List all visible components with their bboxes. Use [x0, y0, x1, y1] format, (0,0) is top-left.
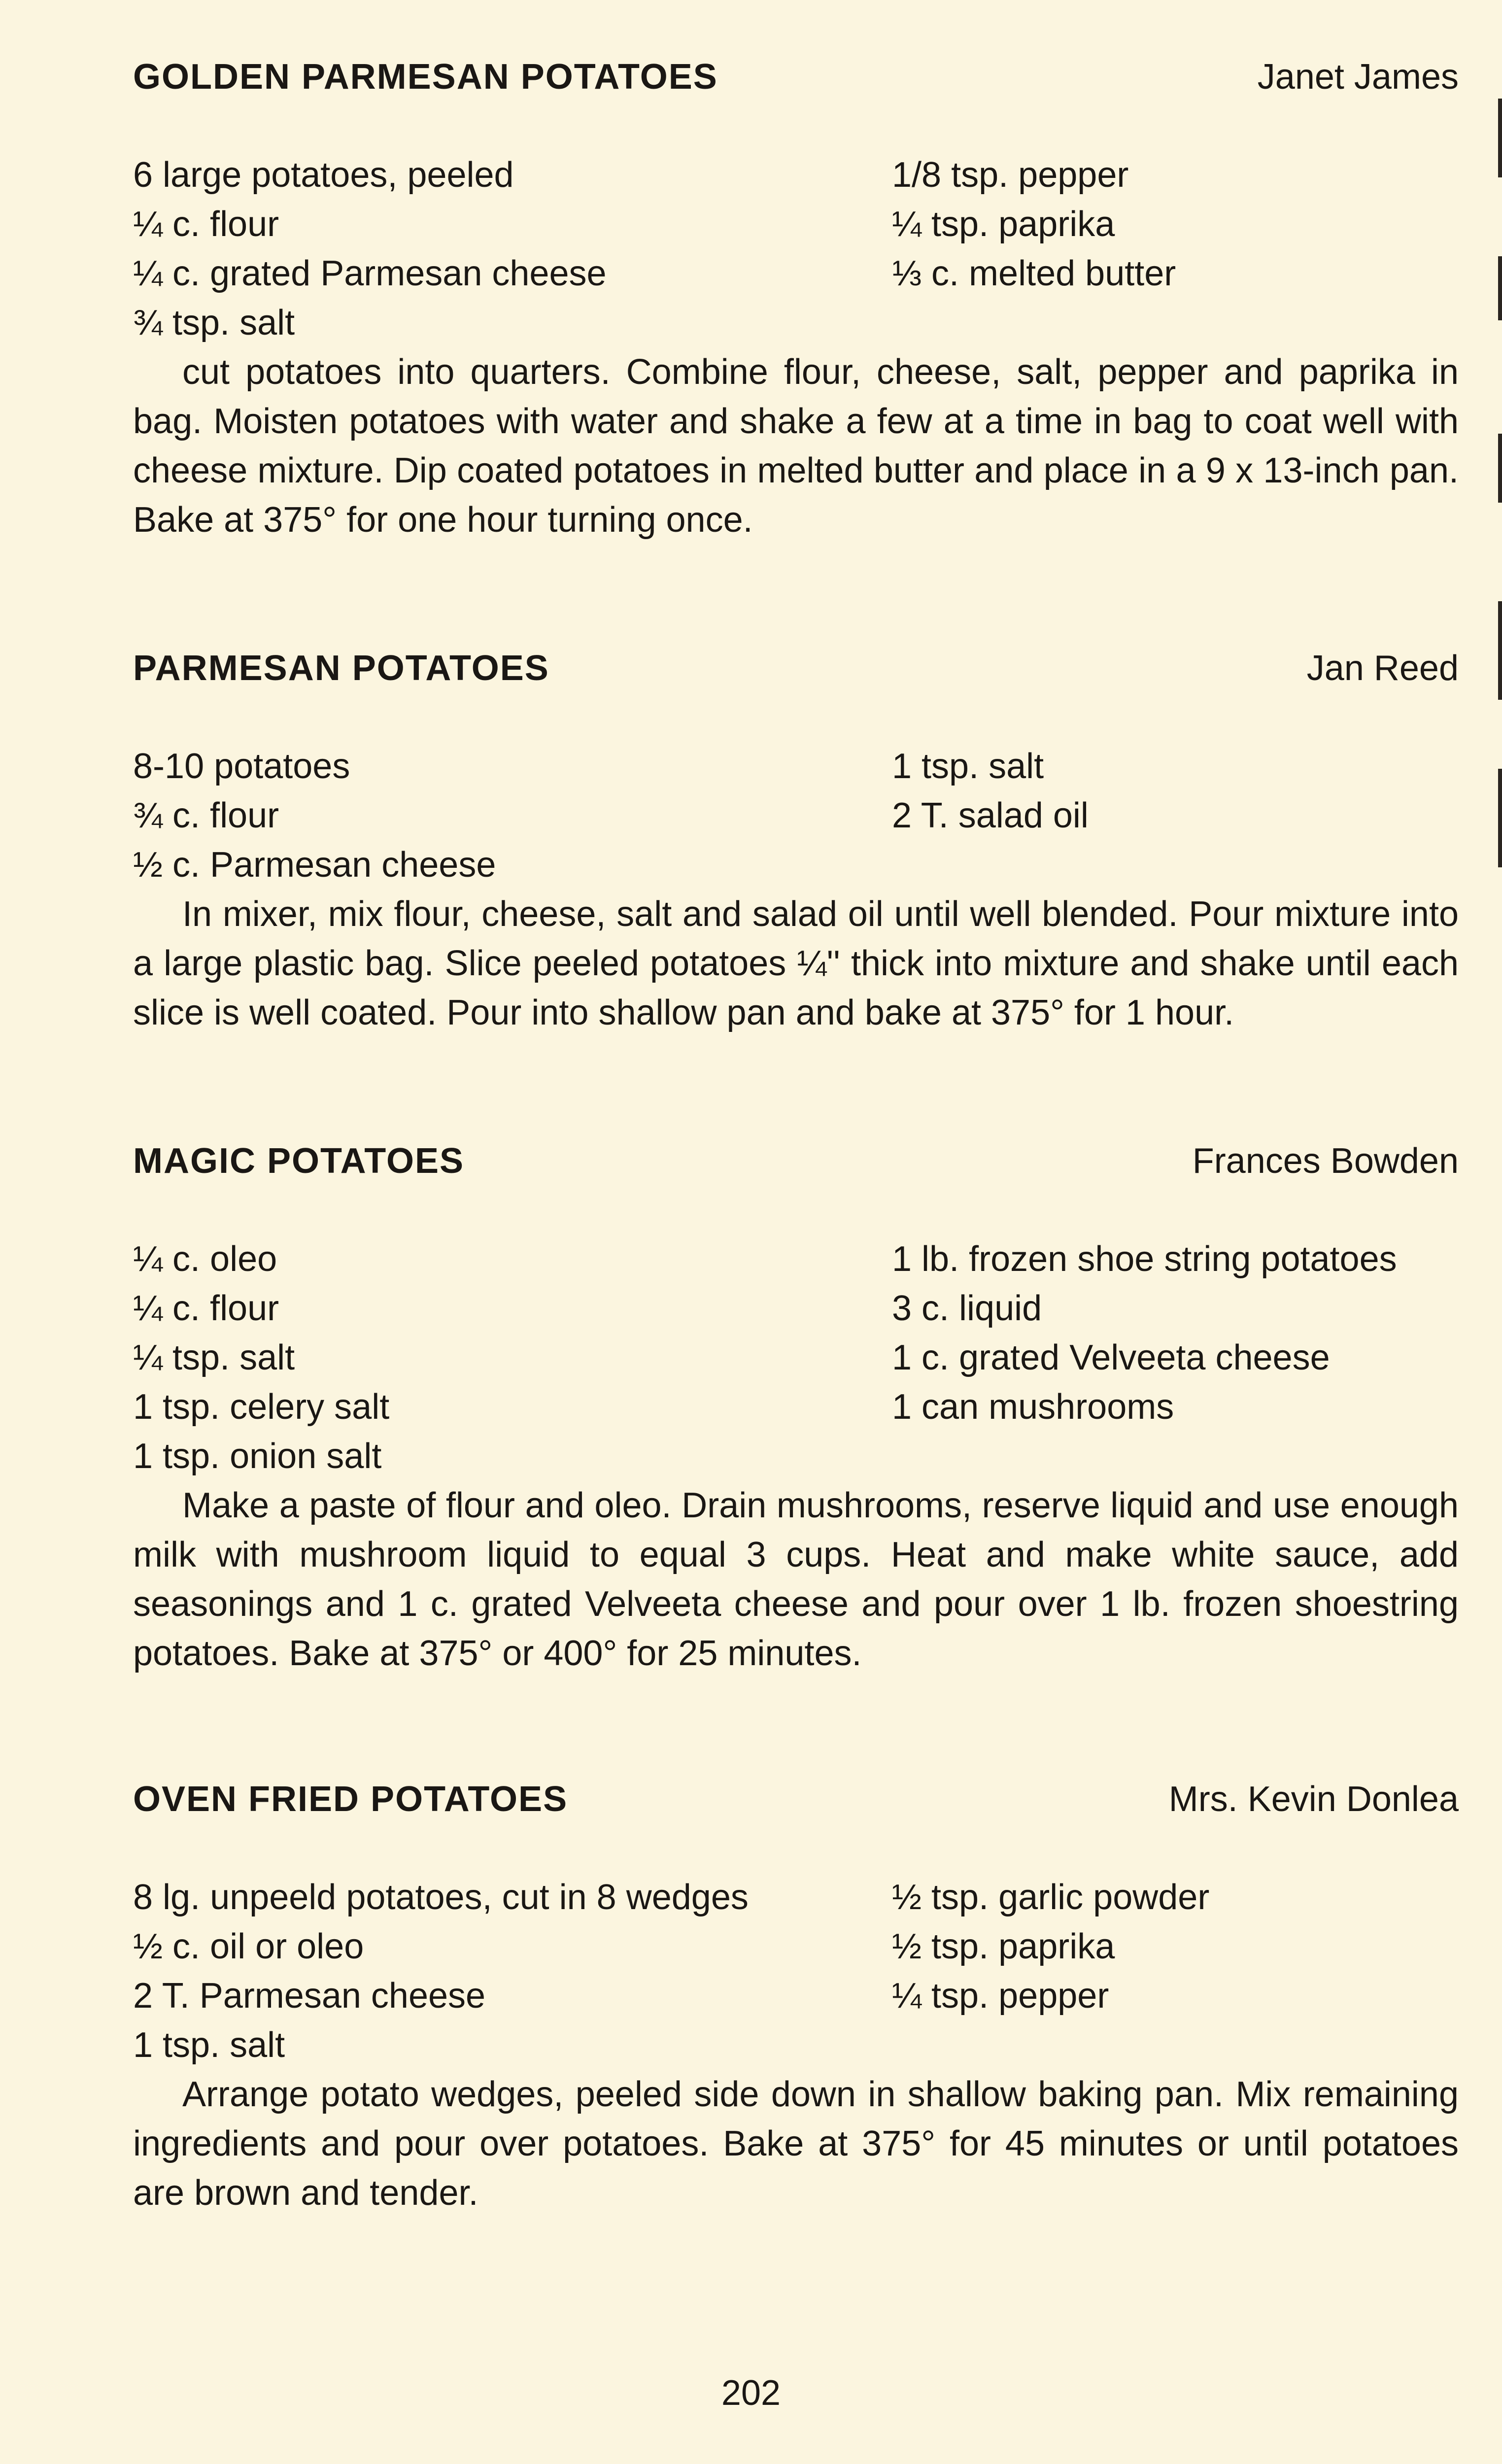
ingredient: ¾ tsp. salt — [133, 303, 295, 342]
ingredient: 1 c. grated Velveeta cheese — [892, 1338, 1330, 1377]
recipe-golden-parmesan-potatoes — [133, 57, 1459, 545]
ingredient-column-left — [133, 1234, 872, 1481]
page-edge-mark — [1498, 601, 1502, 700]
recipe-title: GOLDEN PARMESAN POTATOES — [133, 57, 718, 97]
ingredient: ¾ c. flour — [133, 796, 279, 835]
ingredient-column-left — [133, 1873, 872, 2070]
ingredient: 8 lg. unpeeld potatoes, cut in 8 wedges — [133, 1878, 749, 1917]
page-edge-mark — [1498, 99, 1502, 177]
ingredient: ⅓ c. melted butter — [892, 254, 1176, 293]
recipe-header — [133, 1141, 1459, 1195]
ingredient: 2 T. Parmesan cheese — [133, 1976, 486, 2016]
ingredient: ¼ c. flour — [133, 1289, 279, 1328]
ingredient: ¼ c. grated Parmesan cheese — [133, 254, 607, 293]
ingredient: ½ tsp. garlic powder — [892, 1878, 1210, 1917]
recipe-author: Jan Reed — [1306, 649, 1459, 688]
recipe-header — [133, 57, 1459, 111]
recipe-title: OVEN FRIED POTATOES — [133, 1780, 568, 1819]
recipe-directions: Arrange potato wedges, peeled side down in shallow baking pan. Mix remaining ingredients and pour over potatoes. Bake at 375° for 45 minutes or until potatoes are brown and tender. — [133, 2075, 1459, 2213]
page-edge-mark — [1498, 769, 1502, 867]
ingredient-column-left — [133, 742, 872, 890]
recipe-magic-potatoes — [133, 1141, 1459, 1678]
recipe-directions: cut potatoes into quarters. Combine flour, cheese, salt, pepper and paprika in bag. Moisten potatoes with water and shake a few at a time in bag to coat well with cheese mixture. Dip coated potatoes in melted butter and place in a 9 x 13-inch pan. Bake at 375° for one hour turning once. — [133, 352, 1459, 540]
recipe-directions: In mixer, mix flour, cheese, salt and salad oil until well blended. Pour mixture into a large plastic bag. Slice peeled potatoes ¼'' thick into mixture and shake until each slice is well coated. Pour into shallow pan and bake at 375° for 1 hour. — [133, 894, 1459, 1032]
ingredient-list — [133, 1234, 1459, 1481]
page-edge-mark — [1498, 256, 1502, 320]
ingredient-list — [133, 742, 1459, 890]
ingredient: 1 tsp. salt — [892, 747, 1044, 786]
ingredient: 6 large potatoes, peeled — [133, 155, 514, 195]
recipe-parmesan-potatoes — [133, 648, 1459, 1037]
ingredient-list — [133, 150, 1459, 347]
ingredient: 1 tsp. onion salt — [133, 1437, 382, 1476]
ingredient-column-right — [892, 150, 1459, 298]
ingredient: ½ tsp. paprika — [892, 1927, 1115, 1966]
recipe-title: MAGIC POTATOES — [133, 1141, 465, 1181]
page-edge-mark — [1498, 434, 1502, 503]
ingredient: 1/8 tsp. pepper — [892, 155, 1129, 195]
ingredient-column-left — [133, 150, 872, 347]
ingredient-list — [133, 1873, 1459, 2070]
recipe-directions: Make a paste of flour and oleo. Drain mushrooms, reserve liquid and use enough milk with mushroom liquid to equal 3 cups. Heat and make white sauce, add seasonings and 1 c. grated Velveeta cheese and pour over 1 lb. frozen shoestring potatoes. Bake at 375° or 400° for 25 minutes. — [133, 1486, 1459, 1673]
ingredient: ¼ c. flour — [133, 205, 279, 244]
ingredient: 1 tsp. salt — [133, 2025, 285, 2065]
ingredient: 1 tsp. celery salt — [133, 1387, 390, 1427]
ingredient: 1 lb. frozen shoe string potatoes — [892, 1239, 1397, 1279]
recipe-author: Janet James — [1257, 57, 1459, 97]
ingredient: ½ c. Parmesan cheese — [133, 845, 496, 885]
ingredient-column-right — [892, 1234, 1459, 1432]
ingredient: 8-10 potatoes — [133, 747, 350, 786]
recipe-author: Frances Bowden — [1192, 1141, 1459, 1181]
ingredient: ¼ tsp. salt — [133, 1338, 295, 1377]
ingredient-column-right — [892, 1873, 1459, 2020]
page-number: 202 — [721, 2373, 781, 2413]
ingredient: ¼ c. oleo — [133, 1239, 277, 1279]
ingredient-column-right — [892, 742, 1459, 840]
ingredient: 3 c. liquid — [892, 1289, 1042, 1328]
ingredient: ¼ tsp. pepper — [892, 1976, 1109, 2016]
ingredient: 2 T. salad oil — [892, 796, 1089, 835]
recipe-author: Mrs. Kevin Donlea — [1168, 1780, 1459, 1819]
recipe-header — [133, 648, 1459, 702]
recipe-title: PARMESAN POTATOES — [133, 649, 549, 688]
ingredient: ¼ tsp. paprika — [892, 205, 1115, 244]
ingredient: 1 can mushrooms — [892, 1387, 1174, 1427]
recipe-header — [133, 1779, 1459, 1833]
ingredient: ½ c. oil or oleo — [133, 1927, 364, 1966]
recipe-oven-fried-potatoes — [133, 1779, 1459, 2218]
